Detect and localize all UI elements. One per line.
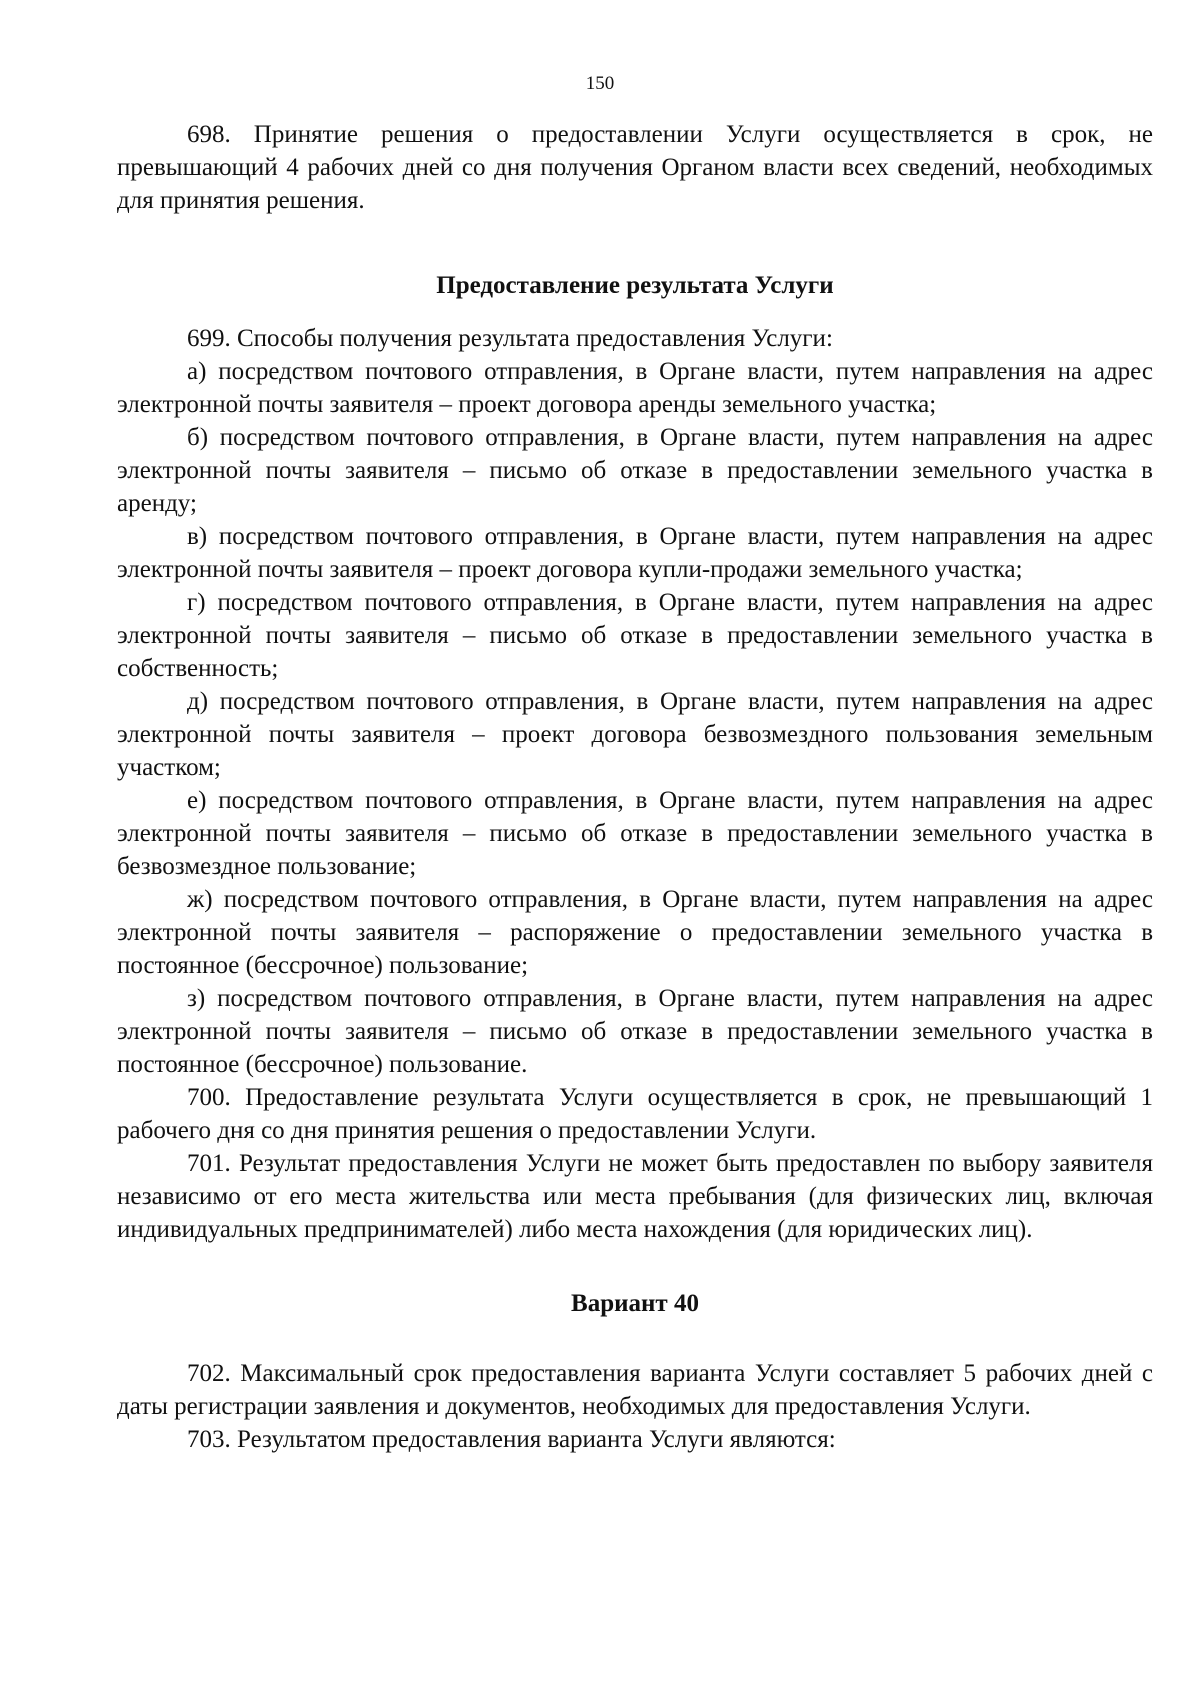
paragraph-703: 703. Результатом предоставления варианта Услуги являются: — [187, 1426, 836, 1453]
section-result-body — [117, 322, 1153, 1246]
section-heading-result: Предоставление результата Услуги — [436, 272, 834, 299]
paragraph-698: 698. Принятие решения о предоставлении Услуги осуществляется в срок, не превышающий 4 рабочих дней со дня получения Органом власти всех сведений, необходимых для принятия решения. — [117, 121, 1153, 214]
list-item-z: з) посредством почтового отправления, в Органе власти, путем направления на адрес электронной почты заявителя – письмо об отказе в предоставлении земельного участка в постоянное (бессрочное) пользование. — [117, 985, 1153, 1078]
section-variant-body — [117, 1357, 1153, 1456]
list-item-b: б) посредством почтового отправления, в Органе власти, путем направления на адрес электронной почты заявителя – письмо об отказе в предоставлении земельного участка в аренду; — [117, 424, 1153, 517]
page-number: 150 — [585, 73, 615, 94]
paragraph-701: 701. Результат предоставления Услуги не может быть предоставлен по выбору заявителя независимо от его места жительства или места пребывания (для физических лиц, включая индивидуальных предпринимателей) либо места нахождения (для юридических лиц). — [117, 1150, 1153, 1243]
list-item-d: д) посредством почтового отправления, в Органе власти, путем направления на адрес электронной почты заявителя – проект договора безвозмездного пользования земельным участком; — [117, 688, 1153, 781]
paragraph-702: 702. Максимальный срок предоставления варианта Услуги составляет 5 рабочих дней с даты регистрации заявления и документов, необходимых для предоставления Услуги. — [117, 1360, 1153, 1420]
list-item-e: е) посредством почтового отправления, в Органе власти, путем направления на адрес электронной почты заявителя – письмо об отказе в предоставлении земельного участка в безвозмездное пользование; — [117, 787, 1153, 880]
list-item-a: а) посредством почтового отправления, в Органе власти, путем направления на адрес электронной почты заявителя – проект договора аренды земельного участка; — [117, 358, 1153, 418]
paragraph-699: 699. Способы получения результата предоставления Услуги: — [187, 325, 833, 352]
list-item-g: г) посредством почтового отправления, в Органе власти, путем направления на адрес электронной почты заявителя – письмо об отказе в предоставлении земельного участка в собственность; — [117, 589, 1153, 682]
section-heading-variant: Вариант 40 — [571, 1290, 699, 1317]
list-item-v: в) посредством почтового отправления, в Органе власти, путем направления на адрес электронной почты заявителя – проект договора купли-продажи земельного участка; — [117, 523, 1153, 583]
list-item-zh: ж) посредством почтового отправления, в Органе власти, путем направления на адрес электронной почты заявителя – распоряжение о предоставлении земельного участка в постоянное (бессрочное) пользование; — [117, 886, 1153, 979]
document-body — [117, 118, 1153, 1456]
paragraph-700: 700. Предоставление результата Услуги осуществляется в срок, не превышающий 1 рабочего дня со дня принятия решения о предоставлении Услуги. — [117, 1084, 1153, 1144]
